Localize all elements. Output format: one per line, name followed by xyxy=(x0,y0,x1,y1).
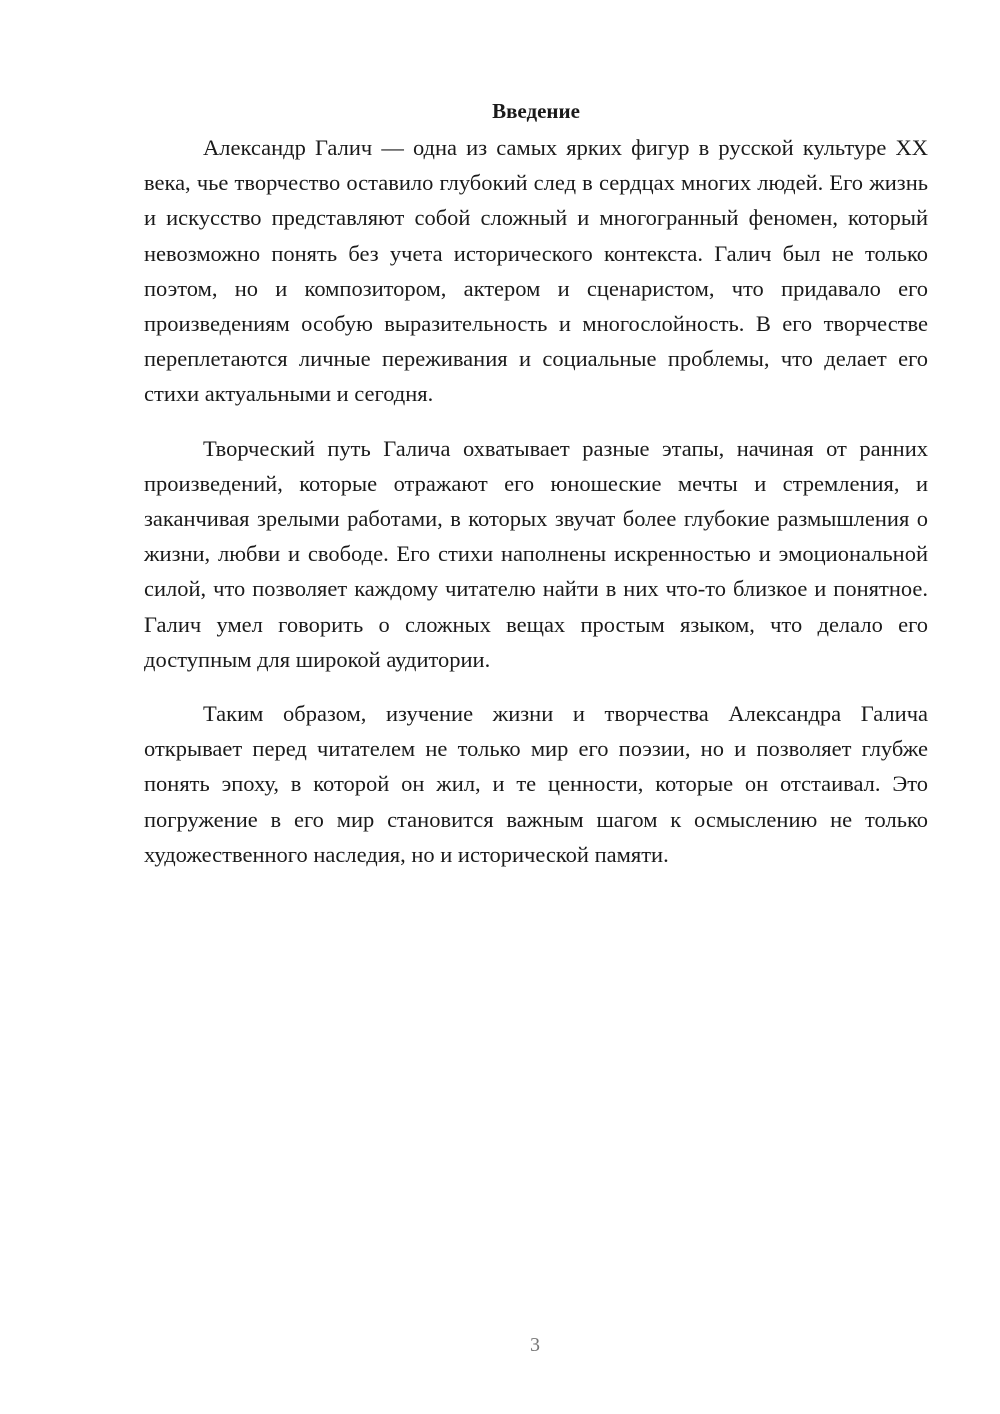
paragraph-3: Таким образом, изучение жизни и творчества Александра Галича открывает перед читателем не только мир его поэзии, но и позволяет глубже понять эпоху, в которой он жил, и те ценности, которые он отстаивал. Это погружение в его мир становится важным шагом к осмыслению не только художественного наследия, но и исторической памяти. xyxy=(144,701,928,867)
paragraph-1: Александр Галич — одна из самых ярких фигур в русской культуре XX века, чье творчество оставило глубокий след в сердцах многих людей. Его жизнь и искусство представляют собой сложный и многогранный феномен, который невозможно понять без учета исторического контекста. Галич был не только поэтом, но и композитором, актером и сценаристом, что придавало его произведениям особую выразительность и многослойность. В его творчестве переплетаются личные переживания и социальные проблемы, что делает его стихи актуальными и сегодня. xyxy=(144,135,928,407)
page-body xyxy=(144,96,928,891)
paragraph-2: Творческий путь Галича охватывает разные этапы, начиная от ранних произведений, которые отражают его юношеские мечты и стремления, и заканчивая зрелыми работами, в которых звучат более глубокие размышления о жизни, любви и свободе. Его стихи наполнены искренностью и эмоциональной силой, что позволяет каждому читателю найти в них что-то близкое и понятное. Галич умел говорить о сложных вещах простым языком, что делало его доступным для широкой аудитории. xyxy=(144,435,928,672)
section-heading: Введение xyxy=(492,99,580,123)
page-number: 3 xyxy=(530,1334,540,1356)
